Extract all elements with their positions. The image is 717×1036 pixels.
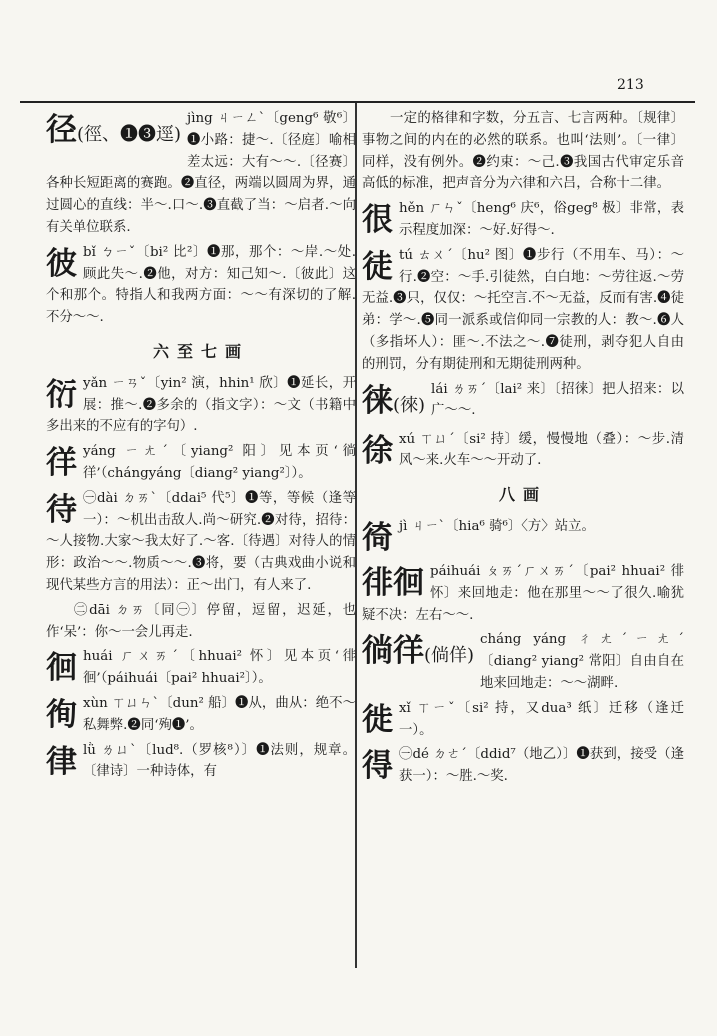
headword — [362, 700, 393, 740]
headword-char: 得 — [362, 748, 393, 785]
definition-text: huái ㄏㄨㄞˊ〔hhuai² 怀〕见本页‘徘徊’（páihuái〔pai² hhuai²〕）。 — [83, 649, 356, 687]
definition-text: cháng yáng ㄔㄤˊㄧㄤˊ〔diang² yiang² 常阳〕自由自在地来回地走：～～湖畔. — [480, 632, 684, 691]
headword-char: 彼 — [46, 245, 77, 282]
headword — [46, 375, 77, 415]
headword — [362, 518, 393, 558]
headword-char: 衍 — [46, 376, 77, 413]
dictionary-entry — [362, 744, 684, 788]
definition-text: yǎn ㄧㄢˇ〔yin² 演，hhin¹ 欣〕❶延长，开展：推～.❷多余的（指文字）：～文（书籍中多出来的不应有的字句）. — [46, 375, 356, 435]
variant-form: (倘佯) — [424, 645, 475, 667]
headword-char: 徜徉 — [362, 633, 424, 670]
headword — [362, 746, 393, 786]
definition-text: xǐ ㄒㄧˇ〔si² 持，又dua³ 纸〕迁移（逢迁一）。 — [399, 700, 684, 738]
headword — [46, 244, 77, 284]
definition-text: jìng ㄐㄧㄥˋ〔geng⁶ 敬⁶〕❶小路：捷～.〔径庭〕喻相差太远：大有～～.〔径赛〕各种长短距离的赛跑。❷直径，两端以圆周为界，通过圆心的直线：半～.口～.❸直截了当：～启者.～向有关单位联系. — [46, 111, 356, 235]
headword-char: 徇 — [46, 696, 77, 733]
page-number: 213 — [617, 77, 644, 93]
entry-continuation: ㊁dāi ㄉㄞ〔同㊀〕停留，逗留，迟延，也作‘呆’：你～一会儿再走. — [46, 602, 356, 640]
definition-text: tú ㄊㄨˊ〔hu² 图〕❶步行（不用车、马）：～行.❷空：～手.引徒然，白白地：～劳往返.～劳无益.❸只，仅仅：～托空言.不～无益，反而有害.❹徒弟：学～.❺同一派系或信仰同一宗教的人：教～.❻人（多指坏人）：匪～.不法之～.❼徒刑，剥夺犯人自由的刑罚，分有期徒刑和无期徒刑两种。 — [362, 247, 684, 372]
section-heading: 八画 — [498, 485, 547, 505]
top-rule — [20, 101, 695, 103]
definition-text: lǜ ㄌㄩˋ〔lud⁸.（罗核⁸）〕❶法则，规章。〔律诗〕一种诗体，有 — [83, 742, 356, 780]
dictionary-entry — [362, 198, 684, 242]
definition-text: jì ㄐㄧˋ〔hia⁶ 骑⁶〕〈方〉站立。 — [399, 518, 595, 534]
headword — [46, 742, 77, 782]
definition-text: bǐ ㄅㄧˇ〔bi² 比²〕❶那，那个：～岸.～处.顾此失～.❷他，对方：知己知～.〔彼此〕这个和那个。特指人和我两方面：～～有深切的了解.不分～～. — [46, 244, 356, 326]
dictionary-entry — [46, 441, 356, 485]
dictionary-entry — [362, 516, 684, 558]
dictionary-entry — [362, 698, 684, 742]
headword — [46, 648, 77, 688]
headword-char: 徊 — [46, 650, 77, 687]
definition-text: lái ㄌㄞˊ〔lai² 来〕〔招徕〕把人招来：以广～～. — [431, 381, 684, 419]
dictionary-entry — [46, 242, 356, 329]
headword-char: 徐 — [362, 432, 393, 469]
dictionary-entry — [362, 561, 684, 626]
headword — [46, 443, 77, 483]
variant-form: (徠) — [393, 394, 426, 416]
dictionary-entry — [46, 108, 356, 239]
headword — [46, 695, 77, 735]
headword — [362, 563, 424, 603]
definition-text: hěn ㄏㄣˇ〔heng⁶ 庆⁶，俗geg⁸ 极〕非常，表示程度加深：～好.好得～. — [399, 201, 684, 238]
dictionary-entry — [46, 373, 356, 438]
definition-text: xú ㄒㄩˊ〔si² 持〕缓，慢慢地（叠）：～步.清风～来.火车～～开动了. — [399, 431, 684, 469]
headword-char: 律 — [46, 743, 77, 780]
definition-text: páihuái ㄆㄞˊㄏㄨㄞˊ〔pai² hhuai² 徘怀〕来回地走：他在那里～～了很久.喻犹疑不决：左右～～. — [362, 563, 684, 623]
left-column — [46, 108, 356, 786]
variant-form: (徑、❶❸逕) — [77, 124, 182, 145]
headword-char: 徉 — [46, 445, 77, 482]
entry-continuation: 一定的格律和字数，分五言、七言两种。〔规律〕事物之间的内在的必然的联系。也叫‘法则’。〔一律〕同样，没有例外。❷约束：～己.❸我国古代审定乐音高低的标准，把声音分为六律和六吕，合称十二律。 — [362, 111, 684, 192]
headword — [46, 490, 77, 530]
definition-text: ㊀dé ㄉㄜˊ〔ddid⁷（地乙）〕❶获到，接受（逢获一）：～胜.～奖. — [399, 747, 684, 785]
headword-char: 径 — [46, 112, 77, 148]
headword-char: 徙 — [362, 701, 393, 738]
headword-char: 待 — [46, 491, 77, 528]
dictionary-entry — [46, 693, 356, 737]
headword-char: 很 — [362, 202, 393, 239]
dictionary-entry — [46, 740, 356, 784]
dictionary-entry — [46, 488, 356, 597]
headword-char: 徒 — [362, 248, 393, 285]
headword — [362, 381, 425, 426]
headword — [362, 200, 393, 240]
headword — [362, 631, 474, 676]
dictionary-entry — [362, 245, 684, 376]
headword — [46, 110, 181, 155]
headword-char: 徘徊 — [362, 564, 424, 601]
headword-char: 徕 — [362, 382, 393, 419]
headword-char: 徛 — [362, 519, 393, 556]
dictionary-entry — [362, 429, 684, 473]
definition-text: ㊀dài ㄉㄞˋ〔ddai⁵ 代⁵〕❶等，等候（逢等一）：～机出击敌人.尚～研究.❷对待，招待：～人接物.大家～我太好了.～客.〔待遇〕对待人的情形：政治～～.物质～～.❸将，要（古典戏曲小说和现代某些方言的用法）：正～出门，有人来了. — [46, 490, 356, 593]
definition-text: xùn ㄒㄩㄣˋ〔dun² 船〕❶从，曲从：绝不～私舞弊.❷同‘殉❶’。 — [83, 695, 356, 733]
headword — [362, 431, 393, 471]
dictionary-entry — [362, 629, 684, 694]
headword — [362, 247, 393, 287]
dictionary-entry — [46, 646, 356, 690]
definition-text: yáng ㄧㄤˊ〔yiang² 阳〕见本页‘徜徉’（chángyáng〔diang² yiang²〕）。 — [83, 444, 356, 481]
right-column — [362, 108, 684, 791]
dictionary-entry — [362, 379, 684, 426]
section-heading: 六至七画 — [152, 341, 249, 361]
